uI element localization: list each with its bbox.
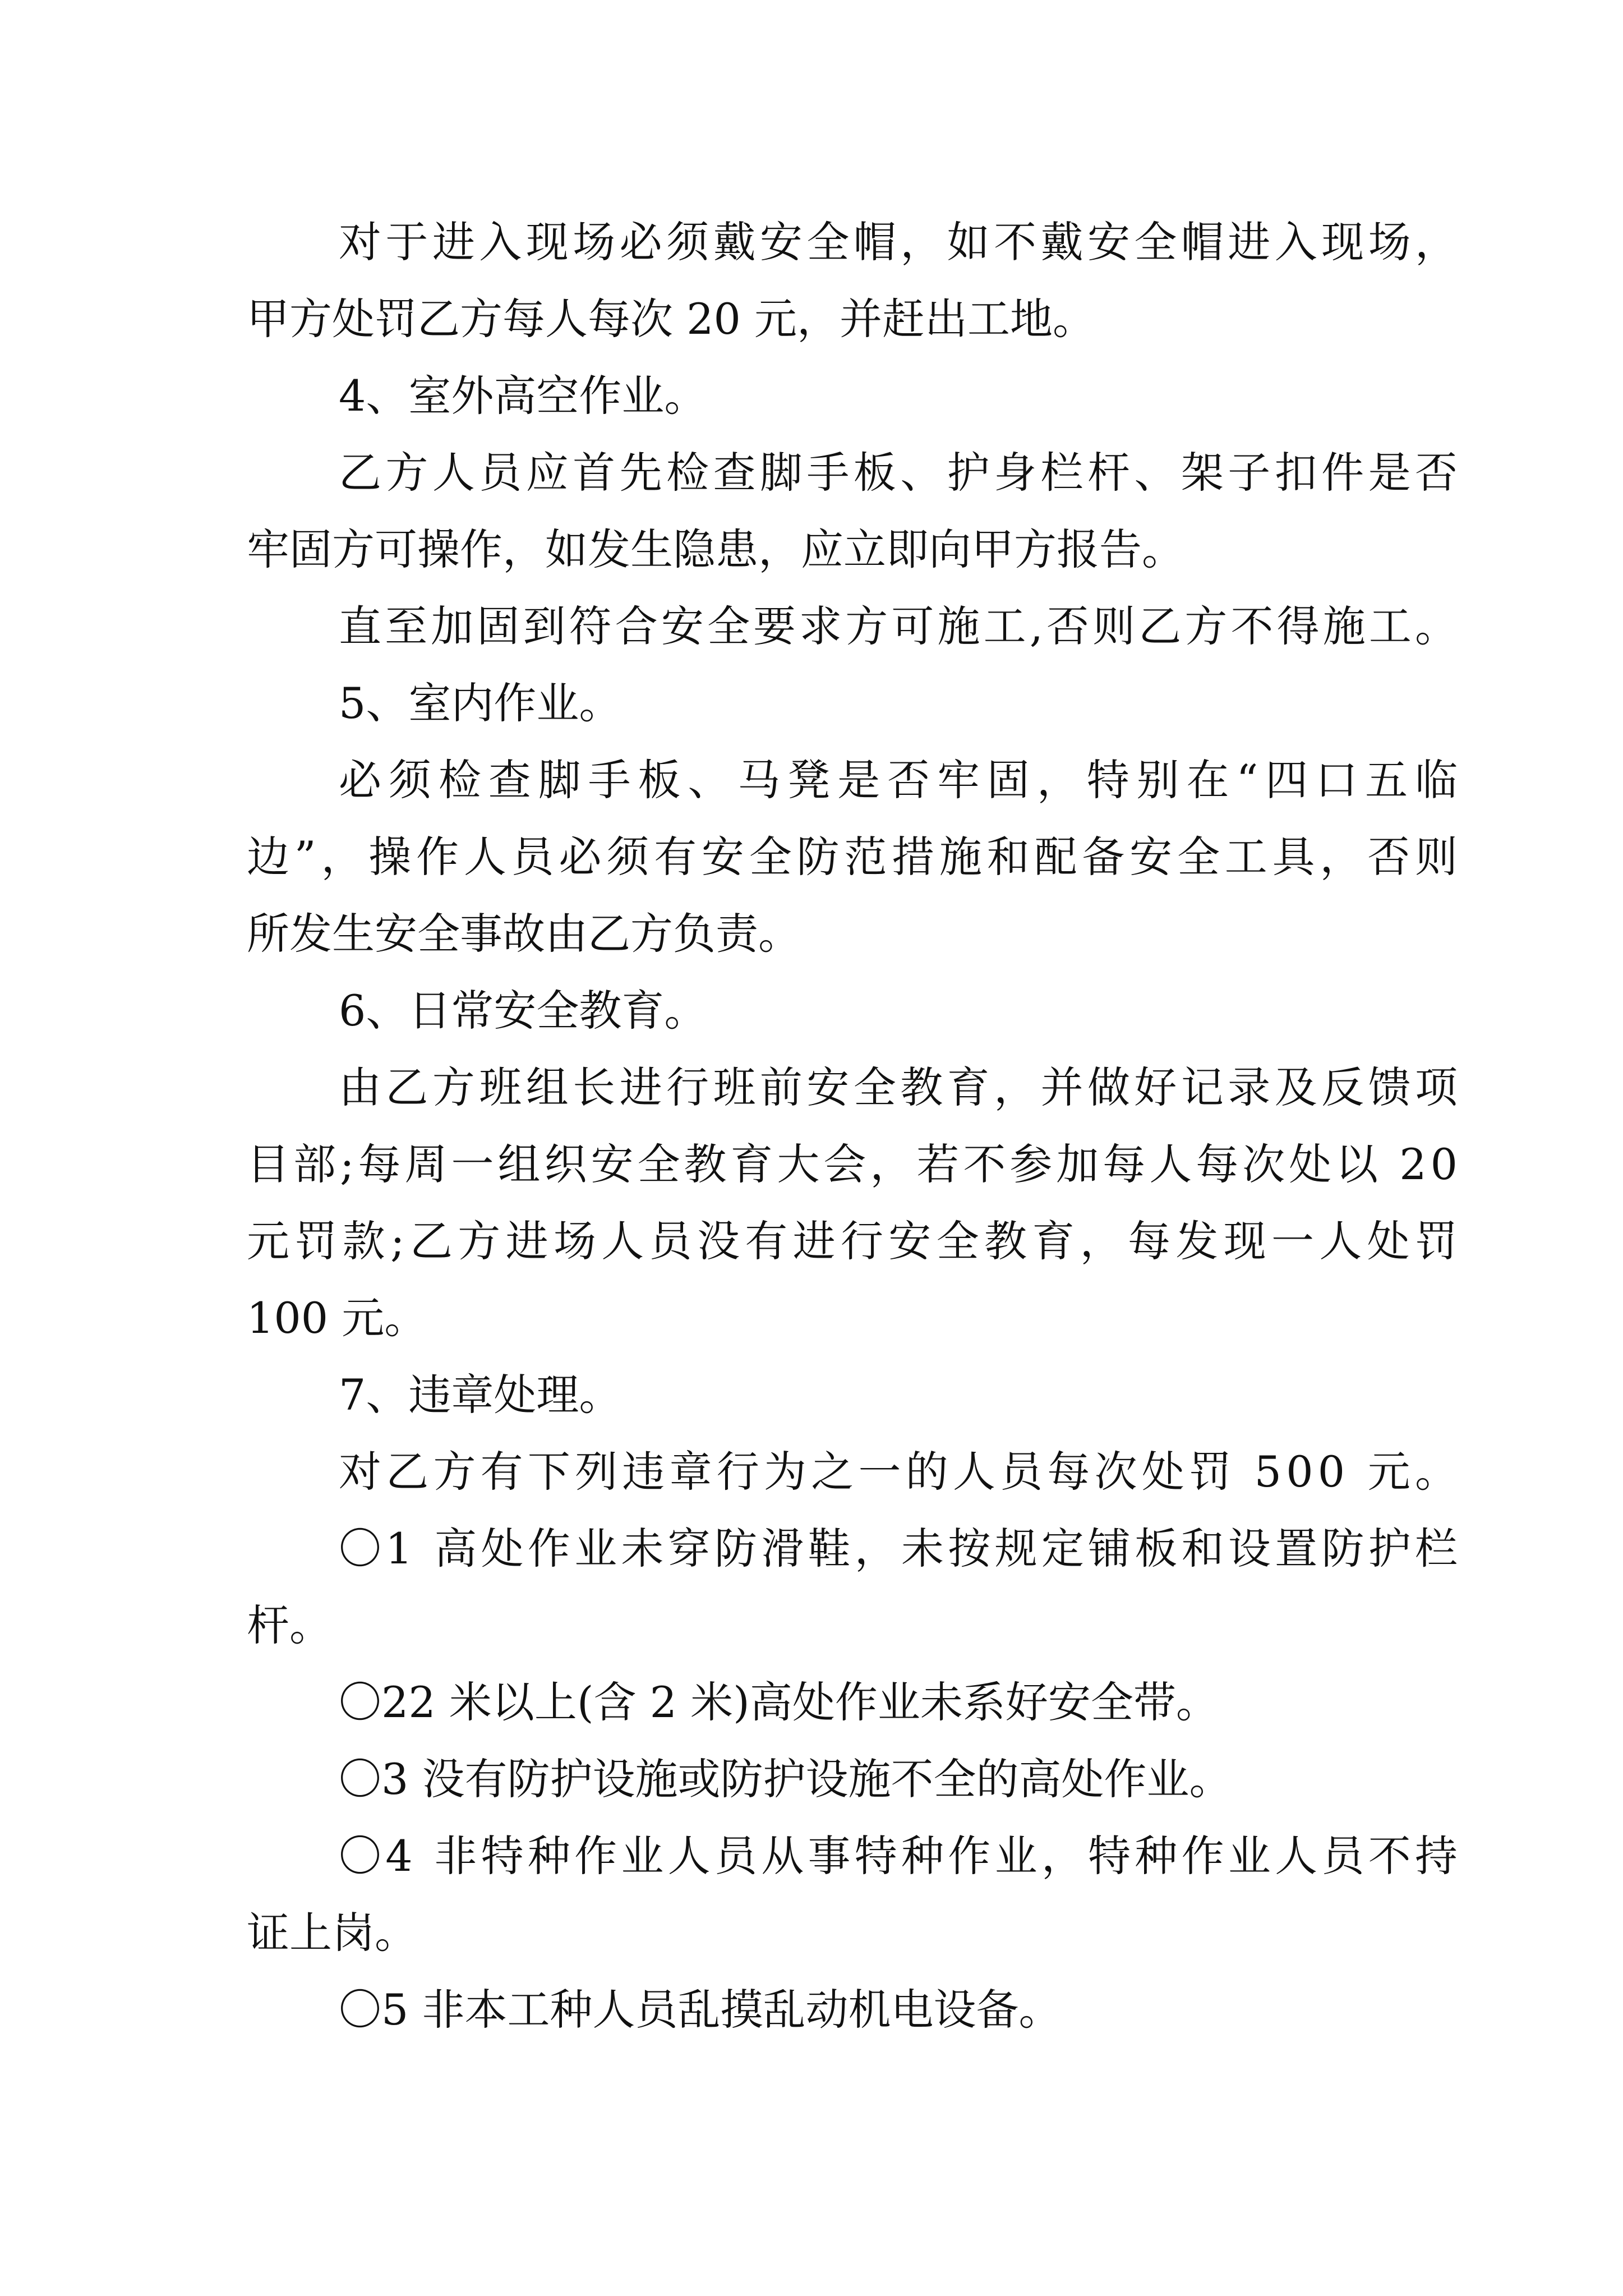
section-heading: 4、室外高空作业。: [339, 371, 707, 421]
body-line: 证上岗。: [247, 1908, 417, 1958]
list-item: 〇4 非特种作业人员从事特种作业，特种作业人员不持: [339, 1831, 1462, 1881]
body-line: 乙方人员应首先检查脚手板、护身栏杆、架子扣件是否: [339, 448, 1462, 498]
list-item: 〇5 非本工种人员乱摸乱动机电设备。: [339, 1985, 1062, 2035]
body-line: 由乙方班组长进行班前安全教育，并做好记录及反馈项: [339, 1062, 1462, 1112]
list-item: 〇1 高处作业未穿防滑鞋，未按规定铺板和设置防护栏: [339, 1524, 1462, 1573]
body-line: 直至加固到符合安全要求方可施工,否则乙方不得施工。: [339, 601, 1461, 651]
section-heading: 7、违章处理。: [339, 1370, 622, 1420]
body-line: 必须检查脚手板、马凳是否牢固，特别在“四口五临: [339, 755, 1465, 805]
section-heading: 6、日常安全教育。: [339, 986, 707, 1036]
body-line: 对乙方有下列违章行为之一的人员每次处罚 500 元。: [339, 1447, 1463, 1497]
body-line: 杆。: [247, 1600, 332, 1650]
body-line: 100 元。: [247, 1293, 427, 1343]
body-line: 元罚款;乙方进场人员没有进行安全教育，每发现一人处罚: [247, 1216, 1463, 1266]
body-line: 所发生安全事故由乙方负责。: [247, 909, 801, 959]
body-line: 边”，操作人员必须有安全防范措施和配备安全工具，否则: [247, 832, 1463, 882]
section-heading: 5、室内作业。: [339, 678, 622, 728]
list-item: 〇3 没有防护设施或防护设施不全的高处作业。: [339, 1754, 1232, 1804]
body-line: 甲方处罚乙方每人每次 20 元，并赶出工地。: [247, 294, 1096, 344]
list-item: 〇22 米以上(含 2 米)高处作业未系好安全带。: [339, 1677, 1219, 1727]
body-line: 目部;每周一组织安全教育大会，若不参加每人每次处以 20: [247, 1139, 1461, 1189]
body-line: 对于进入现场必须戴安全帽，如不戴安全帽进入现场，: [339, 217, 1462, 267]
body-line: 牢固方可操作，如发生隐患，应立即向甲方报告。: [247, 524, 1184, 574]
